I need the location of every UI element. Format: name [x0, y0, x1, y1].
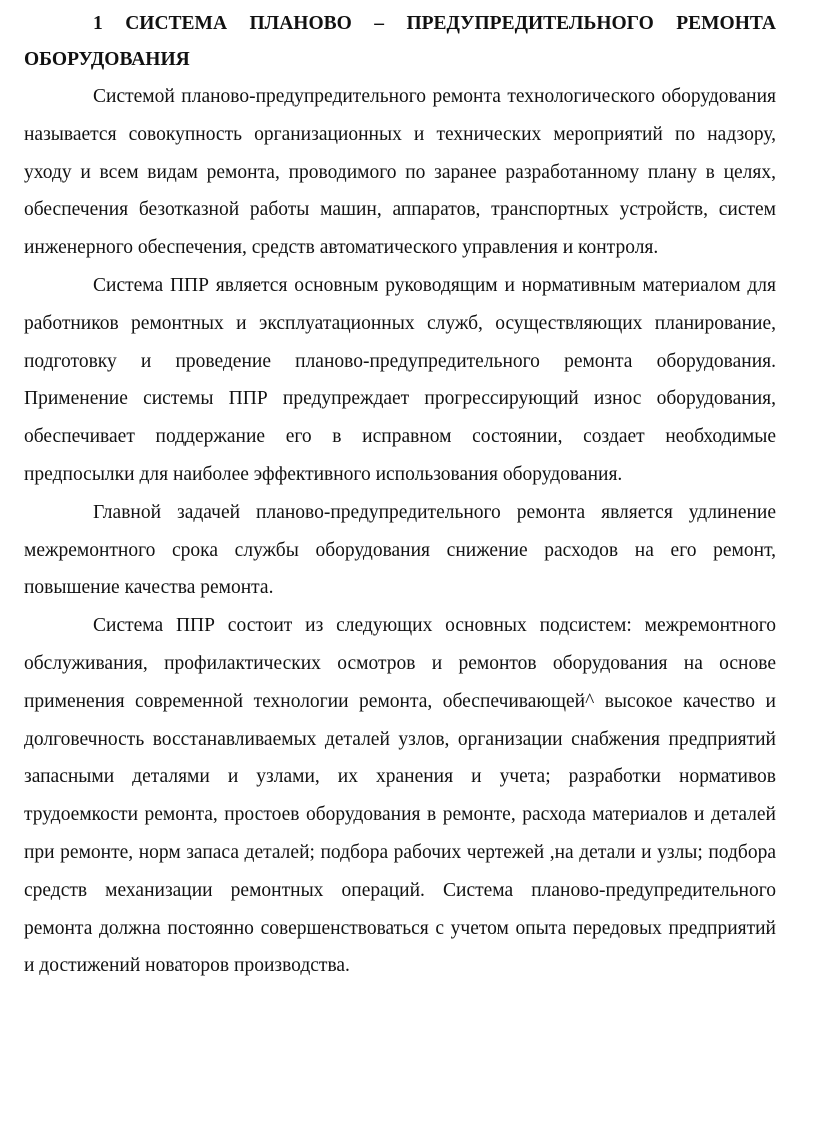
- section-title: 1 СИСТЕМА ПЛАНОВО – ПРЕДУПРЕДИТЕЛЬНОГО РЕМОНТА ОБОРУДОВАНИЯ: [24, 13, 776, 70]
- paragraph-definition: Системой планово-предупредительного ремонта технологического оборудования называется совокупность организационных и технических мероприятий по надзору, уходу и всем видам ремонта, проводимого по заранее разработанному плану в целях, обеспечения безотказной работы машин, аппаратов, транспортных устройств, систем инженерного обеспечения, средств автоматического управления и контроля.: [24, 86, 776, 259]
- paragraph-main-task: Главной задачей планово-предупредительного ремонта является удлинение межремонтного срока службы оборудования снижение расходов на его ремонт, повышение качества ремонта.: [24, 501, 776, 599]
- document-page: [24, 0, 776, 985]
- paragraph-subsystems: Система ППР состоит из следующих основных подсистем: межремонтного обслуживания, профилактических осмотров и ремонтов оборудования на основе применения современной технологии ремонта, обеспечивающей^ высокое качество и долговечность восстанавливаемых деталей узлов, организации снабжения предприятий запасными деталями и узлами, их хранения и учета; разработки нормативов трудоемкости ремонта, простоев оборудования в ремонте, расхода материалов и деталей при ремонте, норм запаса деталей; подбора рабочих чертежей ,на детали и узлы; подбора средств механизации ремонтных операций. Система планово-предупредительного ремонта должна постоянно совершенствоваться с учетом опыта передовых предприятий и достижений новаторов производства.: [24, 615, 776, 977]
- paragraph-ppr-role: Система ППР является основным руководящим и нормативным материалом для работников ремонтных и эксплуатационных служб, осуществляющих планирование, подготовку и проведение планово-предупредительного ремонта оборудования. Применение системы ППР предупреждает прогрессирующий износ оборудования, обеспечивает поддержание его в исправном состоянии, создает необходимые предпосылки для наиболее эффективного использования оборудования.: [24, 274, 776, 485]
